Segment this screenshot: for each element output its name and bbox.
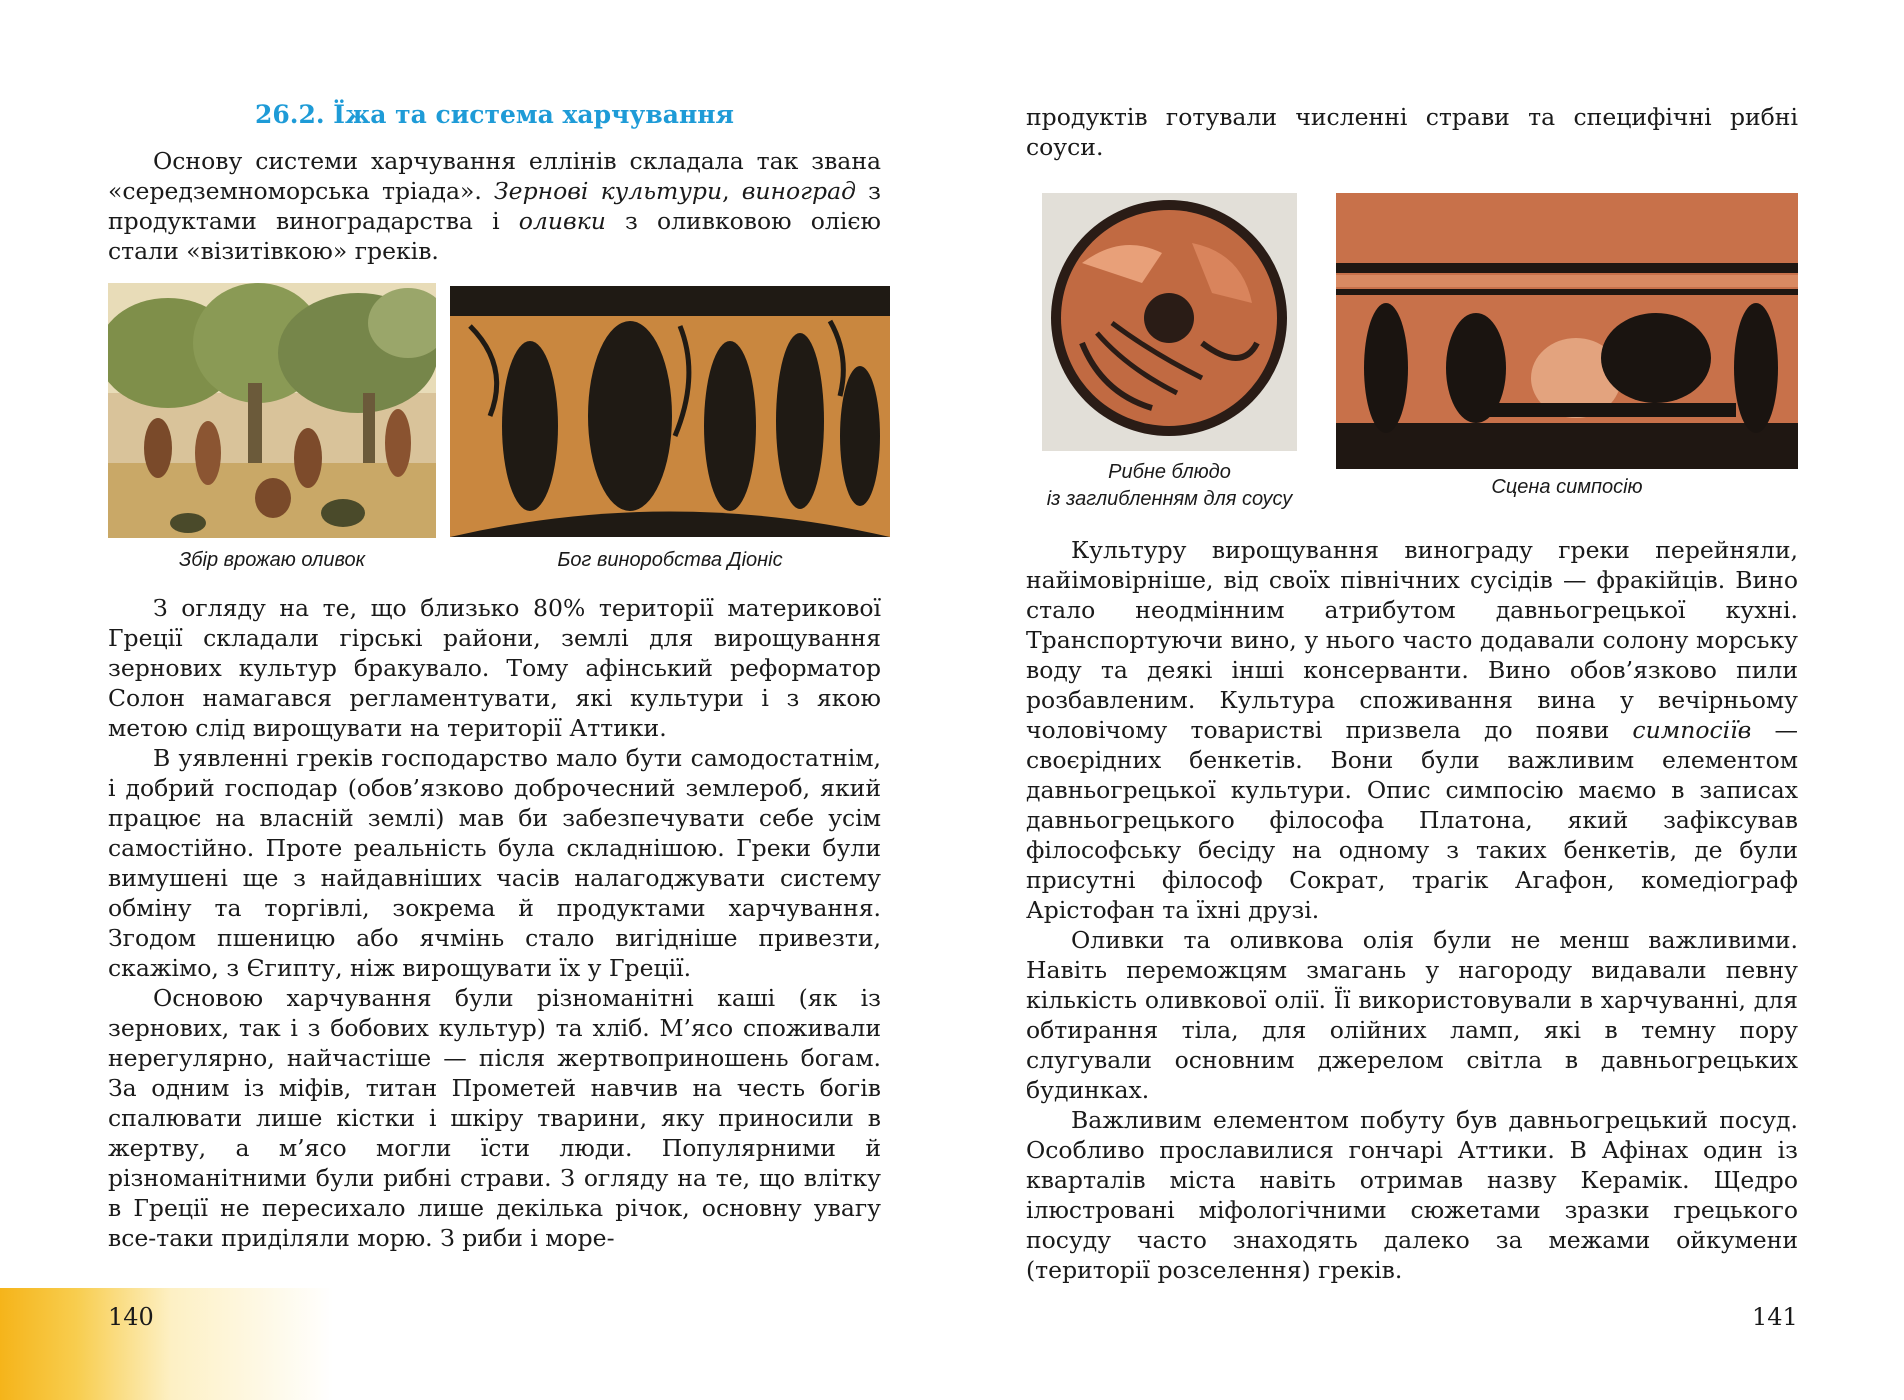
- right-page: [952, 0, 1904, 1400]
- paragraph: З огляду на те, що близько 80% території материкової Греції складали гірські райони, землі для вирощування зернових культур бракувало. Тому афінський реформатор Солон намагався регламентувати, які культури і з якою метою слід вирощувати на території Аттики.: [108, 594, 881, 742]
- intro-text-2: ,: [722, 177, 742, 205]
- paragraph: Основою харчування були різноманітні каші (як із зернових, так і з бобових культур) та хліб. М’ясо споживали нерегулярно, найчастіше — після жертвоприношень богам. За одним із міфів, титан Прометей навчив на честь богів спалювати лише кістки і шкіру тварини, яку приносили в жертву, а м’ясо могли їсти люди. Популярними й різноманітними були рибні страви. З огляду на те, що влітку в Греції не пересихало лише декілька річок, основну увагу все-таки приділяли морю. З риби і море-: [108, 984, 881, 1252]
- caption-symposium: Сцена симпосію: [1491, 476, 1643, 498]
- intro-term-olives: оливки: [518, 207, 606, 235]
- continuation-block: [1026, 102, 1798, 162]
- paragraph: Важливим елементом побуту був давньогрецький посуд. Особливо прославилися гончарі Аттики. В Афінах один із кварталів міста навіть отримав назву Керамік. Щедро ілюстровані міфологічними сюжетами зразки грецького посуду часто знаходять далеко за межами ойкумени (території розселення) греків.: [1026, 1106, 1798, 1284]
- fish-plate-image: [1042, 193, 1297, 451]
- caption-dionysus: Бог виноробства Діоніс: [557, 549, 783, 571]
- paragraph: Оливки та оливкова олія були не менш важливими. Навіть переможцям змагань у нагороду видавали певну кількість оливкової олії. Її використовували в харчуванні, для обтирання тіла, для олійних ламп, які в темну пору слугували основним джерелом світла в давньогрецьких будинках.: [1026, 926, 1798, 1104]
- intro-text-1: Основу системи харчування еллінів складала так звана «середземноморська тріада».: [108, 147, 881, 205]
- paragraph-text: Культуру вирощування винограду греки перейняли, найімовірніше, від своїх північних сусідів — фракійців. Вино стало неодмінним атрибутом давньогрецької кухні. Транспортуючи вино, у нього часто додавали солону морську воду та деякі інші консерванти. Вино обов’язково пили розбавленим. Культура споживання вина у вечірньому чоловічому товаристві призвела до появи: [1026, 536, 1798, 744]
- intro-term-grain: Зернові культури: [494, 177, 723, 205]
- paragraph-text: — своєрідних бенкетів. Вони були важливим елементом давньогрецької культури. Опис симпосію маємо в записах давньогрецького філософа Платона, який зафіксував філософську бесіду на одному з таких бенкетів, де були присутні філософ Сократ, трагік Агафон, комедіограф Арістофан та їхні друзі.: [1026, 716, 1798, 924]
- intro-block: [108, 146, 881, 266]
- page-number-left: 140: [108, 1303, 154, 1331]
- intro-text-4: з оливковою олією стали «візитівкою» греків.: [108, 207, 881, 265]
- paragraph: В уявленні греків господарство мало бути самодостатнім, і добрий господар (обов’язково доброчесний землероб, який працює на власній землі) мав би забезпечувати себе усім самостійно. Проте реальність була складнішою. Греки були вимушені ще з найдавніших часів налагоджувати систему обміну та торгівлі, зокрема й продуктами харчування. Згодом пшеницю або ячмінь стало вигідніше привезти, скажімо, з Єгипту, ніж вирощувати їх у Греції.: [108, 744, 881, 982]
- symposium-image: [1336, 193, 1798, 469]
- caption-fish-plate-line-1: Рибне блюдо: [1108, 461, 1231, 483]
- olive-harvest-image: [108, 283, 436, 538]
- page-number-right: 141: [1752, 1303, 1798, 1331]
- right-body: [1026, 535, 1798, 1285]
- caption-olive-harvest: Збір врожаю оливок: [178, 549, 366, 571]
- continuation-paragraph: продуктів готували численні страви та специфічні рибні соуси.: [1026, 103, 1798, 161]
- intro-text-3: з продуктами виноградарства і: [108, 177, 881, 235]
- left-body: [108, 593, 881, 1253]
- caption-fish-plate: [1012, 459, 1327, 513]
- dionysus-vase-image: [450, 286, 890, 537]
- section-heading: 26.2. Їжа та система харчування: [254, 100, 735, 129]
- caption-fish-plate-line-2: із заглибленням для соусу: [1046, 488, 1293, 510]
- paragraph-symposium: [1026, 535, 1798, 925]
- term-symposia: симпосіїв: [1632, 716, 1752, 744]
- intro-term-grape: виноград: [741, 177, 856, 205]
- intro-paragraph: [108, 146, 881, 266]
